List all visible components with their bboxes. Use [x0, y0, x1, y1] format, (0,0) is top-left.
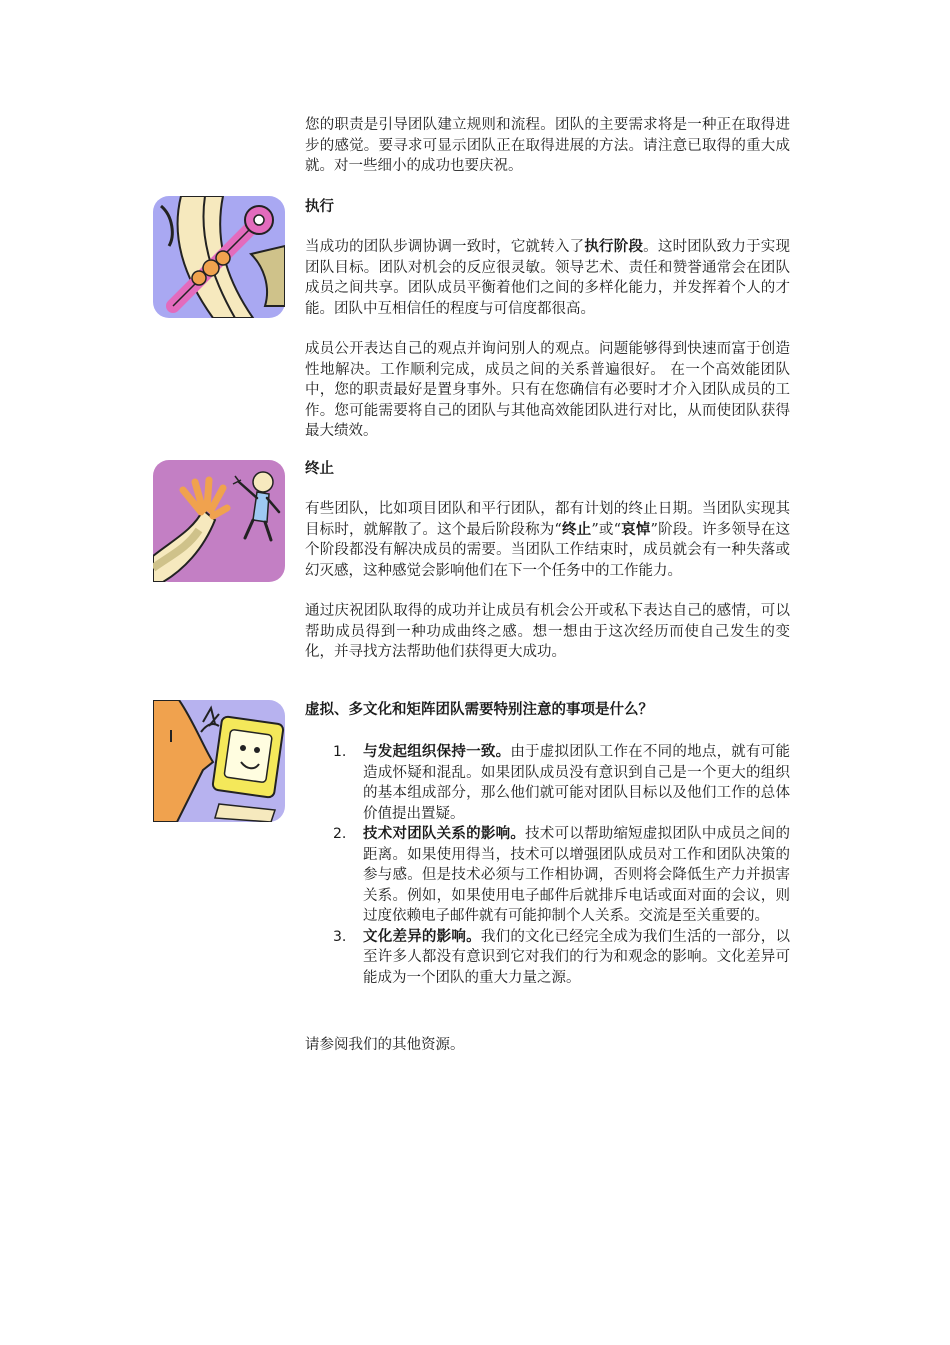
execution-section [305, 197, 790, 442]
list-item: 3. 文化差异的影响。我们的文化已经完全成为我们生活的一部分，以至许多人都没有意识到它对我们的行为和观念的影响。文化差异可能成为一个团队的重大力量之源。 [333, 928, 791, 986]
list-item: 1. 与发起组织保持一致。由于虚拟团队工作在不同的地点，就有可能造成怀疑和混乱。如果团队成员没有意识到自己是一个更大的组织的基本组成部分，那么他们就可能对团队目标以及他们工作的总体价值提出置疑。 [333, 744, 791, 822]
list-item: 2. 技术对团队关系的影响。技术可以帮助缩短虚拟团队中成员之间的距离。如果使用得当，技术可以增强团队成员对工作和团队决策的参与感。但是技术必须与工作相协调，否则将会降低生产力并损害关系。例如，如果使用电子邮件后就排斥电话或面对面的会议，则过度依赖电子邮件就有可能抑制个人关系。交流是至关重要的。 [333, 826, 791, 924]
termination-term: 终止 [561, 521, 592, 538]
mourning-term: 哀悼 [621, 521, 651, 538]
termination-heading: 终止 [305, 461, 334, 477]
farewell-wave-icon [153, 460, 285, 582]
special-list [305, 742, 790, 988]
execution-paragraph-1: 当成功的团队步调协调一致时，它就转入了执行阶段。这时团队致力于实现团队目标。团队对机会的反应很灵敏。领导艺术、责任和赞誉通常会在团队成员之间共享。团队成员平衡着他们之间的多样化能力，并发挥着个人的才能。团队中互相信任的程度与可信度都很高。 [305, 239, 790, 317]
other-resources-text: 请参阅我们的其他资源。 [305, 1037, 465, 1053]
execution-heading: 执行 [305, 199, 334, 215]
termination-paragraph-2: 通过庆祝团队取得的成功并让成员有机会公开或私下表达自己的感情，可以帮助成员得到一种功成曲终之感。想一想由于这次经历而使自己发生的变化，并寻找方法帮助他们获得更大成功。 [305, 603, 790, 660]
termination-paragraph-1: 有些团队，比如项目团队和平行团队，都有计划的终止日期。当团队实现其目标时，就解散了。这个最后阶段称为“终止”或“哀悼”阶段。许多领导在这个阶段都没有解决成员的需要。当团队工作结束时，成员就会有一种失落或幻灭感，这种感觉会影响他们在下一个任务中的工作能力。 [305, 501, 790, 579]
computer-waving-icon [153, 700, 285, 822]
execution-phase-term: 执行阶段 [584, 239, 644, 255]
intro-block [305, 115, 790, 177]
special-considerations-section [305, 700, 790, 988]
intro-paragraph: 您的职责是引导团队建立规则和流程。团队的主要需求将是一种正在取得进步的感觉。要寻求可显示团队正在取得进展的方法。请注意已取得的重大成就。对一些细小的成功也要庆祝。 [305, 117, 790, 174]
team-hands-wrench-icon [153, 196, 285, 318]
execution-paragraph-2: 成员公开表达自己的观点并询问别人的观点。问题能够得到快速而富于创造性地解决。工作顺利完成，成员之间的关系普遍很好。 在一个高效能团队中，您的职责最好是置身事外。只有在您确信有必要时才介入团队成员的工作。您可能需要将自己的团队与其他高效能团队进行对比，从而使团队获得最大绩效。 [305, 341, 790, 439]
footer-block [305, 1035, 790, 1056]
termination-section [305, 459, 790, 663]
special-heading: 虚拟、多文化和矩阵团队需要特别注意的事项是什么？ [305, 702, 653, 718]
